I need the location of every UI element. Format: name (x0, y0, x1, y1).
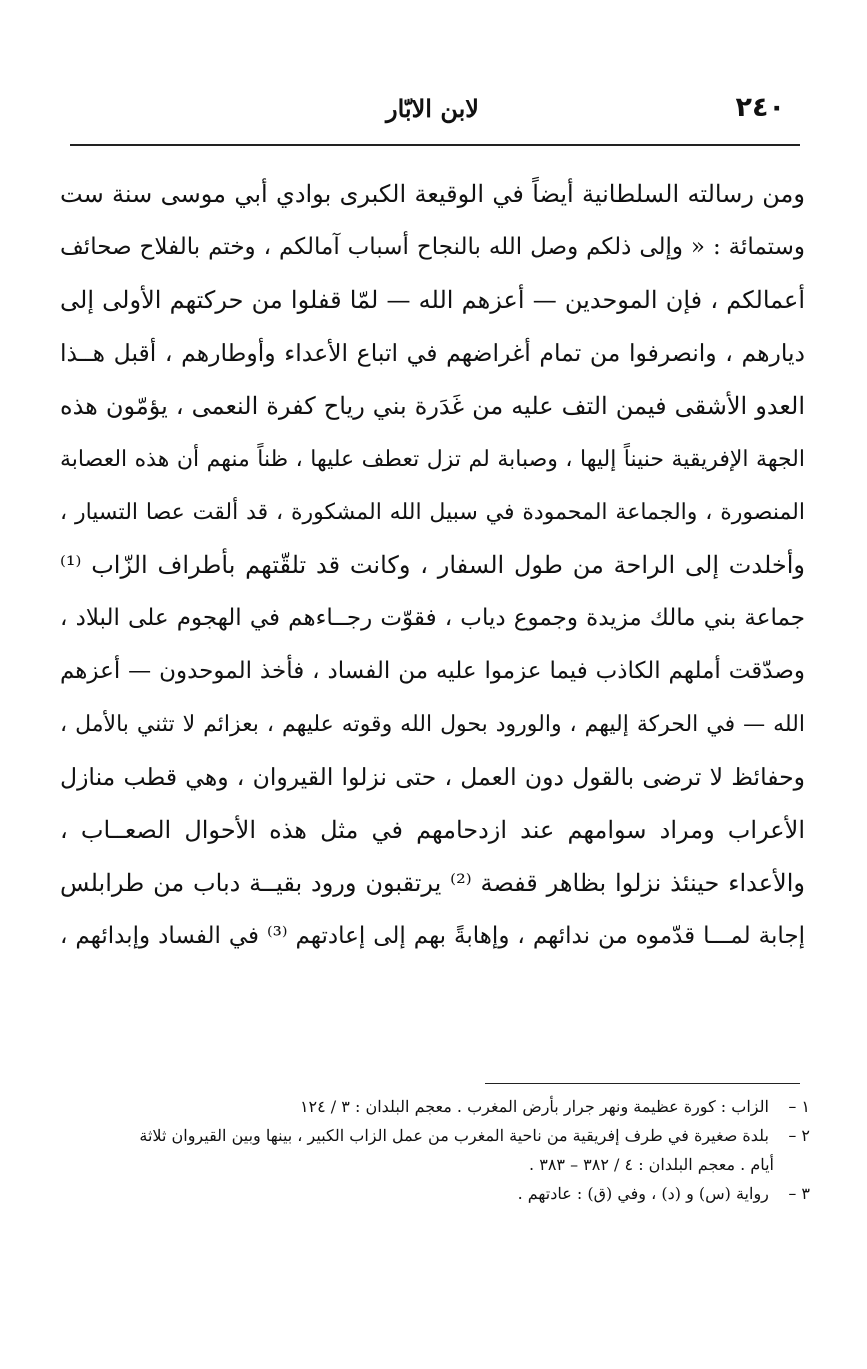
text-line: وأخلدت إلى الراحة من طول السفار ، وكانت قد تلقّتهم بأطراف الزّاب ⁽¹⁾ (60, 551, 805, 579)
text-line: أعمالكم ، فإن الموحدين — أعزهم الله — لمّا قفلوا من حركتهم الأولى إلى (60, 286, 805, 314)
text-line: والأعداء حينئذ نزلوا بظاهر قفصة ⁽²⁾ يرتقبون ورود بقيــة دباب من طرابلس (60, 869, 805, 897)
footnote-2 (35, 1121, 810, 1150)
running-title: لابن الابّار (386, 94, 479, 123)
text-line: وحفائظ لا ترضى بالقول دون العمل ، حتى نزلوا القيروان ، وهي قطب منازل (60, 763, 805, 791)
body-text (60, 168, 805, 963)
text-line: ديارهم ، وانصرفوا من تمام أغراضهم في اتباع الأعداء وأوطارهم ، أقبل هــذا (60, 339, 805, 367)
footnote-number: ١ – (788, 1097, 810, 1116)
text-line: الجهة الإفريقية حنيناً إليها ، وصبابة لم تزل تعطف عليها ، ظناً منهم أن هذه العصابة (60, 447, 805, 472)
page-header (70, 92, 795, 132)
footnote-text: رواية (س) و (د) ، وفي (ق) : عادتهم . (517, 1184, 769, 1203)
text-line: الأعراب ومراد سوامهم عند ازدحامهم في مثل هذه الأحوال الصعــاب ، (60, 816, 805, 844)
text-line: جماعة بني مالك مزيدة وجموع دياب ، فقوّت رجــاءهم في الهجوم على البلاد ، (60, 605, 805, 631)
footnotes-divider (485, 1083, 800, 1084)
header-divider (70, 144, 800, 146)
footnote-2-continuation: أيام . معجم البلدان : ٤ / ٣٨٢ – ٣٨٣ . (529, 1155, 774, 1174)
page-number: ٢٤٠ (735, 92, 785, 123)
footnote-number: ٢ – (788, 1126, 810, 1145)
footnote-1 (35, 1092, 810, 1121)
footnotes (35, 1092, 810, 1208)
text-line: المنصورة ، والجماعة المحمودة في سبيل الله المشكورة ، قد ألقت عصا التسيار ، (60, 500, 805, 525)
footnote-3 (35, 1179, 810, 1208)
footnote-text: الزاب : كورة عظيمة ونهر جرار بأرض المغرب . معجم البلدان : ٣ / ١٢٤ (299, 1097, 769, 1116)
footnote-number: ٣ – (788, 1184, 810, 1203)
text-line: إجابة لمـــا قدّموه من ندائهم ، وإهابةً بهم إلى إعادتهم ⁽³⁾ في الفساد وإبدائهم ، (60, 923, 805, 949)
text-line: وصدّقت أملهم الكاذب فيما عزموا عليه من الفساد ، فأخذ الموحدون — أعزهم (60, 658, 805, 684)
text-line: العدو الأشقى فيمن التف عليه من غَدَرة بني رياح كفرة النعمى ، يؤمّون هذه (60, 392, 805, 420)
text-line: الله — في الحركة إليهم ، والورود بحول الله وقوته عليهم ، بعزائم لا تثني بالأمل ، (60, 712, 805, 737)
footnote-text: بلدة صغيرة في طرف إفريقية من ناحية المغرب من عمل الزاب الكبير ، بينها وبين القيروان ثلاثة (139, 1126, 769, 1145)
text-line: وستمائة : « وإلى ذلكم وصل الله بالنجاح أسباب آمالكم ، وختم بالفلاح صحائف (60, 234, 805, 260)
text-line: ومن رسالته السلطانية أيضاً في الوقيعة الكبرى بوادي أبي موسى سنة ست (60, 180, 805, 208)
